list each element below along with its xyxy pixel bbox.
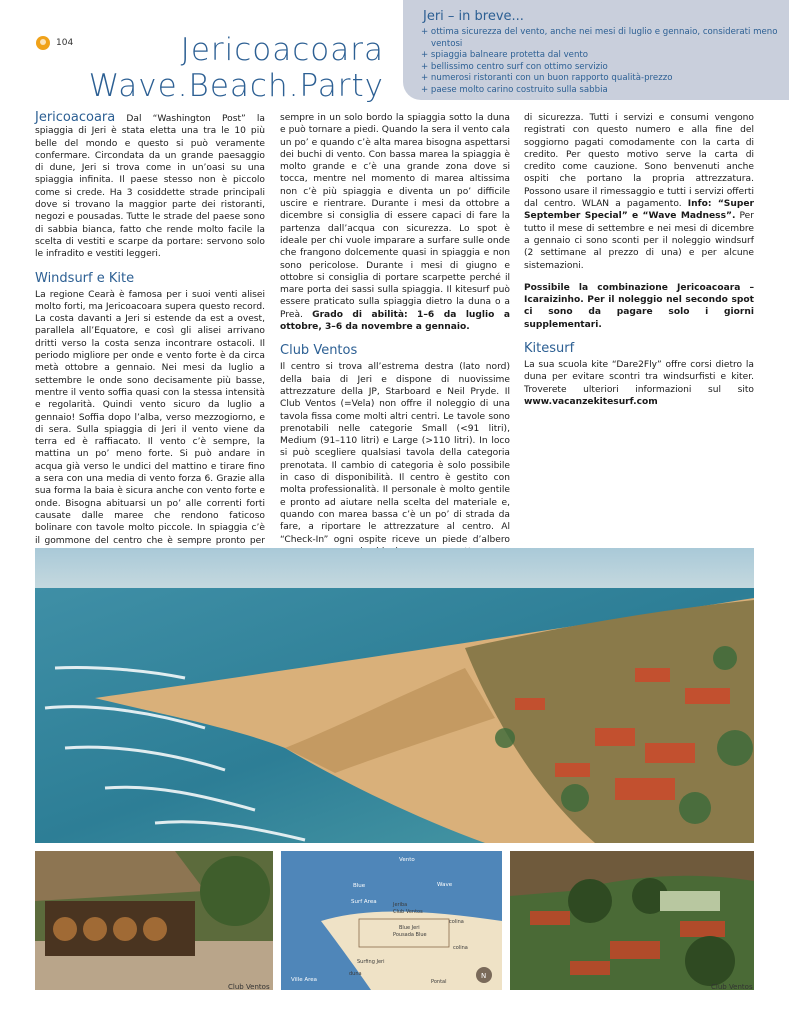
kitesurf-paragraph: La sua scuola kite “Dare2Fly” offre corsi dietro la duna per evitare scontri tra windsurfisti e kiter. Troverete ulteriori informazioni sul sito www.vacanzekitesurf.com (524, 360, 754, 407)
map-label: Club Ventos (393, 909, 423, 915)
map-label: Pousada Blue (393, 932, 427, 938)
map-label: colina (449, 919, 464, 925)
website-link[interactable]: www.vacanzekitesurf.com (524, 396, 658, 407)
intro-paragraph: Jericoacoara Dal “Washington Post” la spiaggia di Jeri è stata eletta una tra le 10 più belle del mondo e questo si può veramente confermare. Circondata da un grande paesaggio di dune, Jeri si trova come in un’oasi su una spiaggia infinita. Il paese stesso non è piccolo come si crede. Ha 3 cosiddette strade principali dove si trovano la maggior parte dei ristoranti, negozi e pousadas. Tutte le strade del paese sono di sabbia bianca, fatto che rende molto facile la scelta di vestiti e scarpe da portare: servono solo le infradito e vestiti leggeri. (35, 110, 265, 260)
title-line-1: Jericoacoara (180, 32, 384, 68)
column-2 (280, 112, 510, 558)
compass-icon (476, 967, 492, 983)
spot-map (281, 851, 502, 990)
map-label: Surf Area (351, 899, 377, 905)
spot-paragraph: sempre in un solo bordo la spiaggia sotto la duna e può tornare a piedi. Quando la sera il vento cala un po’ e quando c’è alta marea bisogna aspettarsi dei buchi di vento. Con bassa marea la spiaggia è molto grande e c’è una grande zona dove si tocca, mentre nel momento di marea altissima non c’è più spiaggia e diventa un po’ difficile uscire e rientrare. Durante i mesi da ottobre a dicembre si consiglia di essere capaci di fare la partenza dall’acqua con sicurezza. Lo spot è ideale per chi vuole imparare a surfare sulle onde che frangono dolcemente quasi in spiaggia e non sono pericolose. Durante i mesi di giugno e ottobre si consiglia di portare scarpette perché il mare porta dei sassi sulla spiaggia. Il kitesurf può essere praticato sulla spiaggia dietro la duna o a Preà. Grado di abilità: 1–6 da luglio a ottobre, 3–6 da novembre a gennaio. (280, 113, 510, 333)
photo-caption-right: Club Ventos (711, 983, 753, 991)
hut-illustration (35, 851, 273, 990)
club-ventos-photo-left (35, 851, 273, 990)
map-label: Jeriba (393, 902, 408, 908)
info-offer: Info: “Super September Special” e “Wave Madness”. (524, 199, 754, 222)
column-3 (524, 112, 754, 408)
svg-text:N: N (481, 972, 487, 980)
map-label: Blue Jeri (399, 925, 420, 931)
in-breve-box (403, 0, 789, 100)
in-breve-heading: Jeri – in breve... (423, 9, 524, 24)
map-label: Ville Area (291, 977, 318, 983)
in-breve-list (421, 27, 781, 97)
garden-illustration (510, 851, 754, 990)
map-illustration (281, 851, 502, 990)
page-number: 104 (36, 36, 73, 50)
list-item: + paese molto carino costruito sulla sabbia (421, 84, 608, 95)
list-item: + spiaggia balneare protetta dal vento (421, 50, 589, 61)
beach-illustration (35, 548, 754, 843)
map-label: Surfing Jeri (357, 959, 385, 965)
section-heading-windsurf: Windsurf e Kite (35, 270, 135, 286)
photo-caption-left: Club Ventos (228, 983, 270, 991)
page-title (89, 32, 384, 104)
combination-note: Possibile la combinazione Jericoacoara – Icaraizinho. Per il noleggio nel secondo spot ci sono da pagare solo i giorni supplementari. (524, 282, 754, 330)
list-item: + ottima sicurezza del vento, anche nei mesi di luglio e gennaio, considerati meno ventosi (421, 27, 778, 49)
list-item: + bellissimo centro surf con ottimo servizio (421, 61, 608, 72)
aerial-beach-photo (35, 548, 754, 843)
title-line-2: Wave.Beach.Party (88, 68, 384, 104)
list-item: + numerosi ristoranti con un buon rapporto qualità-prezzo (421, 73, 673, 84)
map-label: colina (453, 945, 468, 951)
map-label: duna (349, 971, 362, 977)
map-label: Blue (353, 883, 366, 889)
club-paragraph-cont: di sicurezza. Tutti i servizi e consumi vengono registrati con questo numero e alla fine del soggiorno pagati comodamente con la carta di credito. Per questo motivo serve la carta di credito come cauzione. Sono benvenuti anche ospiti che portano la propria attrezzatura. Possono usare il rimessaggio e tutti i servizi offerti dal centro. WLAN a pagamento. Info: “Super September Special” e “Wave Madness”. Per tutto il mese di settembre e nei mesi di dicembre a gennaio ci sono sconti per il noleggio windsurf (2 settimane al prezzo di una) e per alcune sistemazioni. (524, 113, 754, 271)
windsurf-paragraph: La regione Cearà è famosa per i suoi venti alisei molto forti, ma Jericoacoara supera questo record. La costa davanti a Jeri si estende da est a ovest, parallela all’Equatore, e così gli alisei arrivano dritti verso la costa senza incontrare ostacoli. Il periodo migliore per onde e vento forte è da circa metà ottobre a gennaio. Nei mesi da luglio a settembre le onde sono decisamente più basse, mentre il vento soffia quasi con la stessa intensità e regolarità. Quindi vento sicuro da luglio a gennaio! Soffia dopo l’alba, verso mezzogiorno, e di sera. Sulla spiaggia di Jeri il vento viene da terra ed è raffiacato. Il vento c’è sempre, la mattina un po’ meno forte. Si può andare in acqua già verso le undici del mattino e tirare fino a sera con una media di vento forza 6. Grazie alla sua forma la baia è sicura anche con vento forte e onde. Bisogna abituarsi un po’ alle correnti forti causate dalle maree che rendono faticoso bolinare con tavole molto piccole. In spiaggia c’è il gommone del centro che è sempre pronto per (35, 289, 265, 546)
section-heading-club-ventos: Club Ventos (280, 343, 358, 359)
map-label: Pontal (431, 979, 447, 985)
map-label: Wave (437, 882, 453, 888)
section-heading-kitesurf: Kitesurf (524, 341, 575, 357)
map-title: Vento (399, 857, 415, 863)
lead-word: Jericoacoara (35, 110, 116, 125)
club-paragraph: Il centro si trova all’estrema destra (lato nord) della baia di Jeri e dispone di nuovissime attrezzature della JP, Starboard e Neil Pryde. Il Club Ventos (=Vela) non offre il noleggio di una tavola fissa come molti altri centri. Le tavole sono prenotabili nelle categorie Small (<91 litri), Medium (91–110 litri) e Large (>110 litri). In loco si può scegliere qualsiasi tavola della categoria prenotata. Il cambio di categoria è solo possibile in caso di disponibilità. Il centro è gestito con molta professionalità. Il personale è molto gentile e pronto ad aiutare nella scelta del materiale e, quando con marea bassa c’è un po’ di strada da fare, a riportare le attrezzature al centro. Al “Check-In” ogni ospite riceve un piede d’albero (280, 362, 510, 545)
skill-level: Grado di abilità: 1–6 da luglio a ottobre, 3–6 da novembre a gennaio. (280, 309, 510, 333)
club-ventos-photo-right (510, 851, 754, 990)
globe-icon (36, 36, 50, 50)
column-1 (35, 112, 265, 571)
